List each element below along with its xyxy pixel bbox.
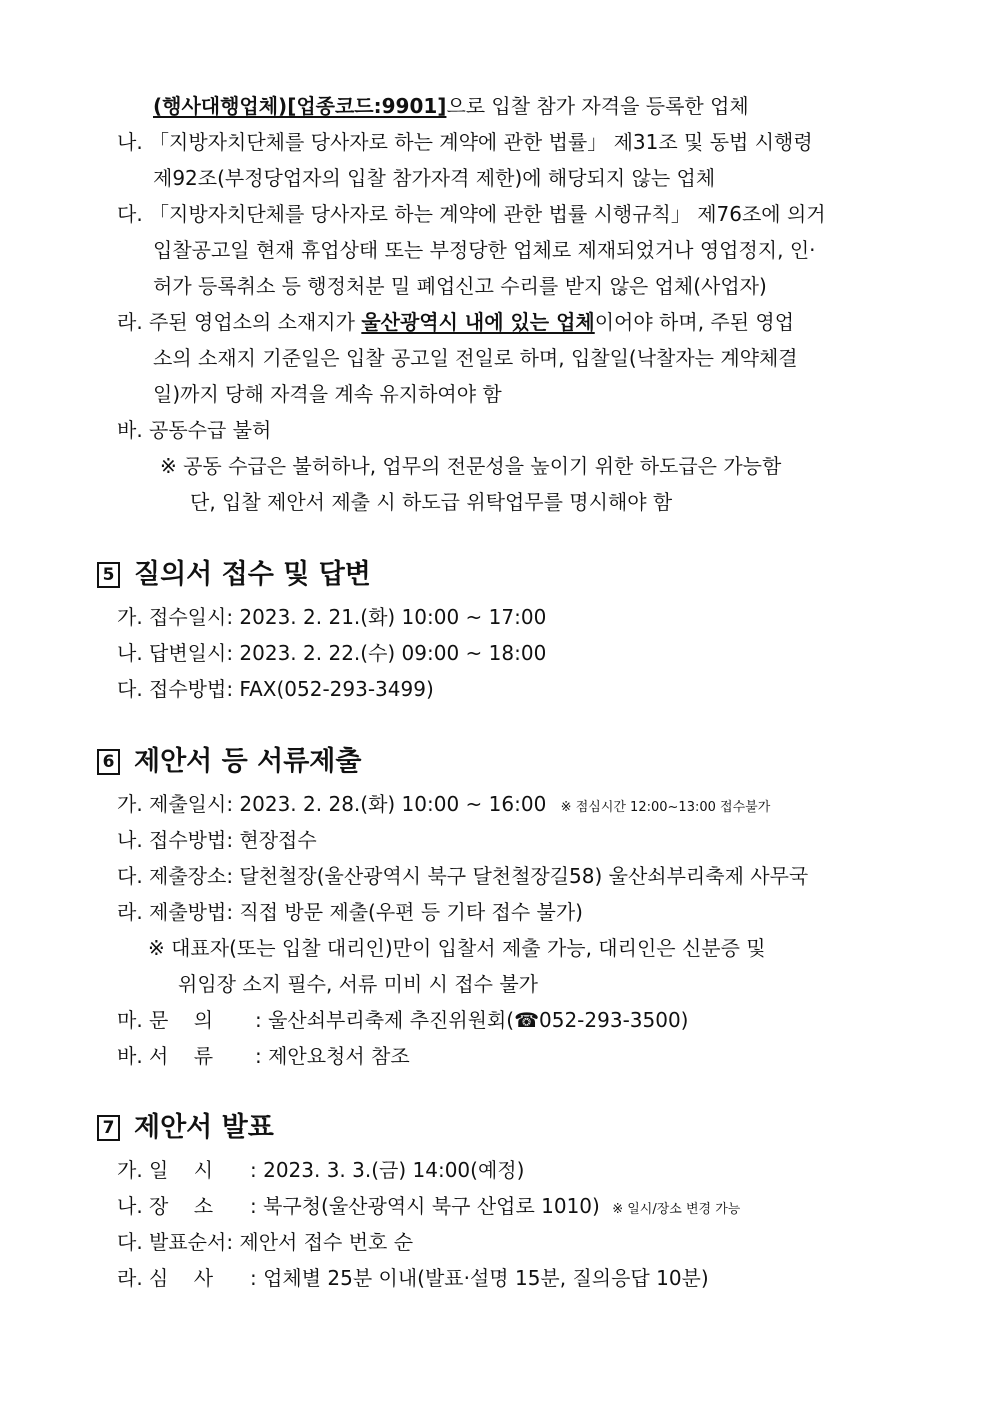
location-requirement-text: 울산광역시 내에 있는 업체 bbox=[361, 310, 595, 334]
item-na-line-2: 제92조(부정당업자의 입찰 참가자격 제한)에 해당되지 않는 업체 bbox=[153, 166, 716, 190]
sec6-item-ma-value: : 울산쇠부리축제 추진위원회(☎052-293-3500) bbox=[255, 1008, 689, 1032]
section-5-number: 5 bbox=[97, 562, 120, 588]
sec6-item-ma-label: 마. 문 의 bbox=[117, 1008, 214, 1032]
sec6-item-ga bbox=[117, 791, 770, 821]
section-6-heading bbox=[97, 745, 361, 779]
section-6-title: 제안서 등 서류제출 bbox=[134, 746, 362, 777]
sec7-item-ra-value: : 업체별 25분 이내(발표·설명 15분, 질의응답 10분) bbox=[250, 1266, 709, 1290]
sec6-item-ba-value: : 제안요청서 참조 bbox=[255, 1044, 410, 1068]
sec7-change-note: ※ 일시/장소 변경 가능 bbox=[612, 1202, 741, 1217]
sec6-note-line-2: 위임장 소지 필수, 서류 미비 시 접수 불가 bbox=[178, 972, 538, 996]
item-na-line-1: 나. 「지방자치단체를 당사자로 하는 계약에 관한 법률」 제31조 및 동법 시행령 bbox=[117, 130, 813, 154]
section-7-title: 제안서 발표 bbox=[134, 1112, 274, 1143]
sec6-item-ma bbox=[117, 1007, 689, 1033]
eligibility-line-1-rest: 으로 입찰 참가 자격을 등록한 업체 bbox=[446, 94, 749, 118]
item-da-line-2: 입찰공고일 현재 휴업상태 또는 부정당한 업체로 제재되었거나 영업정지, 인· bbox=[153, 238, 816, 262]
section-6-number: 6 bbox=[97, 749, 120, 775]
item-ra-line-2: 소의 소재지 기준일은 입찰 공고일 전일로 하며, 입찰일(낙찰자는 계약체결 bbox=[153, 346, 798, 370]
sec5-item-na: 나. 답변일시: 2023. 2. 22.(수) 09:00 ~ 18:00 bbox=[117, 641, 547, 665]
sec6-item-ba-label: 바. 서 류 bbox=[117, 1044, 214, 1068]
sec7-item-da: 다. 발표순서: 제안서 접수 번호 순 bbox=[117, 1230, 414, 1254]
item-ra-line-1-c: 이어야 하며, 주된 영업 bbox=[594, 310, 795, 334]
item-da-line-3: 허가 등록취소 등 행정처분 밀 폐업신고 수리를 받지 않은 업체(사업자) bbox=[153, 274, 767, 298]
section-5-heading bbox=[97, 558, 371, 592]
sec7-item-na-label: 나. 장 소 bbox=[117, 1194, 214, 1218]
joint-note-line-2: 단, 입찰 제안서 제출 시 하도급 위탁업무를 명시해야 함 bbox=[190, 490, 673, 514]
joint-note-line-1: ※ 공동 수급은 불허하나, 업무의 전문성을 높이기 위한 하도급은 가능함 bbox=[160, 454, 782, 478]
sec6-item-na: 나. 접수방법: 현장접수 bbox=[117, 828, 317, 852]
eligibility-line-1 bbox=[153, 93, 749, 119]
industry-code-text: (행사대행업체)[업종코드:9901] bbox=[153, 94, 447, 118]
sec7-item-ra-label: 라. 심 사 bbox=[117, 1266, 214, 1290]
sec7-item-ga bbox=[117, 1157, 524, 1183]
section-7-heading bbox=[97, 1111, 274, 1145]
item-ra-line-1-a: 라. 주된 영업소의 소재지가 bbox=[117, 310, 362, 334]
sec6-item-ra: 라. 제출방법: 직접 방문 제출(우편 등 기타 접수 불가) bbox=[117, 900, 583, 924]
section-7-number: 7 bbox=[97, 1115, 120, 1141]
item-da-line-1: 다. 「지방자치단체를 당사자로 하는 계약에 관한 법률 시행규칙」 제76조에 의거 bbox=[117, 202, 826, 226]
sec6-item-da: 다. 제출장소: 달천철장(울산광역시 북구 달천철장길58) 울산쇠부리축제 사무국 bbox=[117, 864, 809, 888]
sec7-item-na-value: : 북구청(울산광역시 북구 산업로 1010) bbox=[250, 1194, 600, 1218]
sec6-item-ga-text: 가. 제출일시: 2023. 2. 28.(화) 10:00 ~ 16:00 bbox=[117, 792, 547, 816]
sec5-item-da: 다. 접수방법: FAX(052-293-3499) bbox=[117, 677, 434, 701]
sec7-item-ga-label: 가. 일 시 bbox=[117, 1158, 214, 1182]
item-ra-line-1 bbox=[117, 309, 794, 335]
sec6-item-ba bbox=[117, 1043, 410, 1069]
item-ba: 바. 공동수급 불허 bbox=[117, 418, 272, 442]
sec7-item-ra bbox=[117, 1265, 709, 1291]
sec7-item-ga-value: : 2023. 3. 3.(금) 14:00(예정) bbox=[250, 1158, 525, 1182]
section-5-title: 질의서 접수 및 답변 bbox=[134, 559, 371, 590]
sec5-item-ga: 가. 접수일시: 2023. 2. 21.(화) 10:00 ~ 17:00 bbox=[117, 605, 547, 629]
item-ra-line-3: 일)까지 당해 자격을 계속 유지하여야 함 bbox=[153, 382, 502, 406]
sec7-item-na bbox=[117, 1193, 740, 1223]
sec6-note-line-1: ※ 대표자(또는 입찰 대리인)만이 입찰서 제출 가능, 대리인은 신분증 및 bbox=[148, 936, 766, 960]
sec6-lunch-note: ※ 점심시간 12:00~13:00 접수불가 bbox=[560, 800, 771, 815]
